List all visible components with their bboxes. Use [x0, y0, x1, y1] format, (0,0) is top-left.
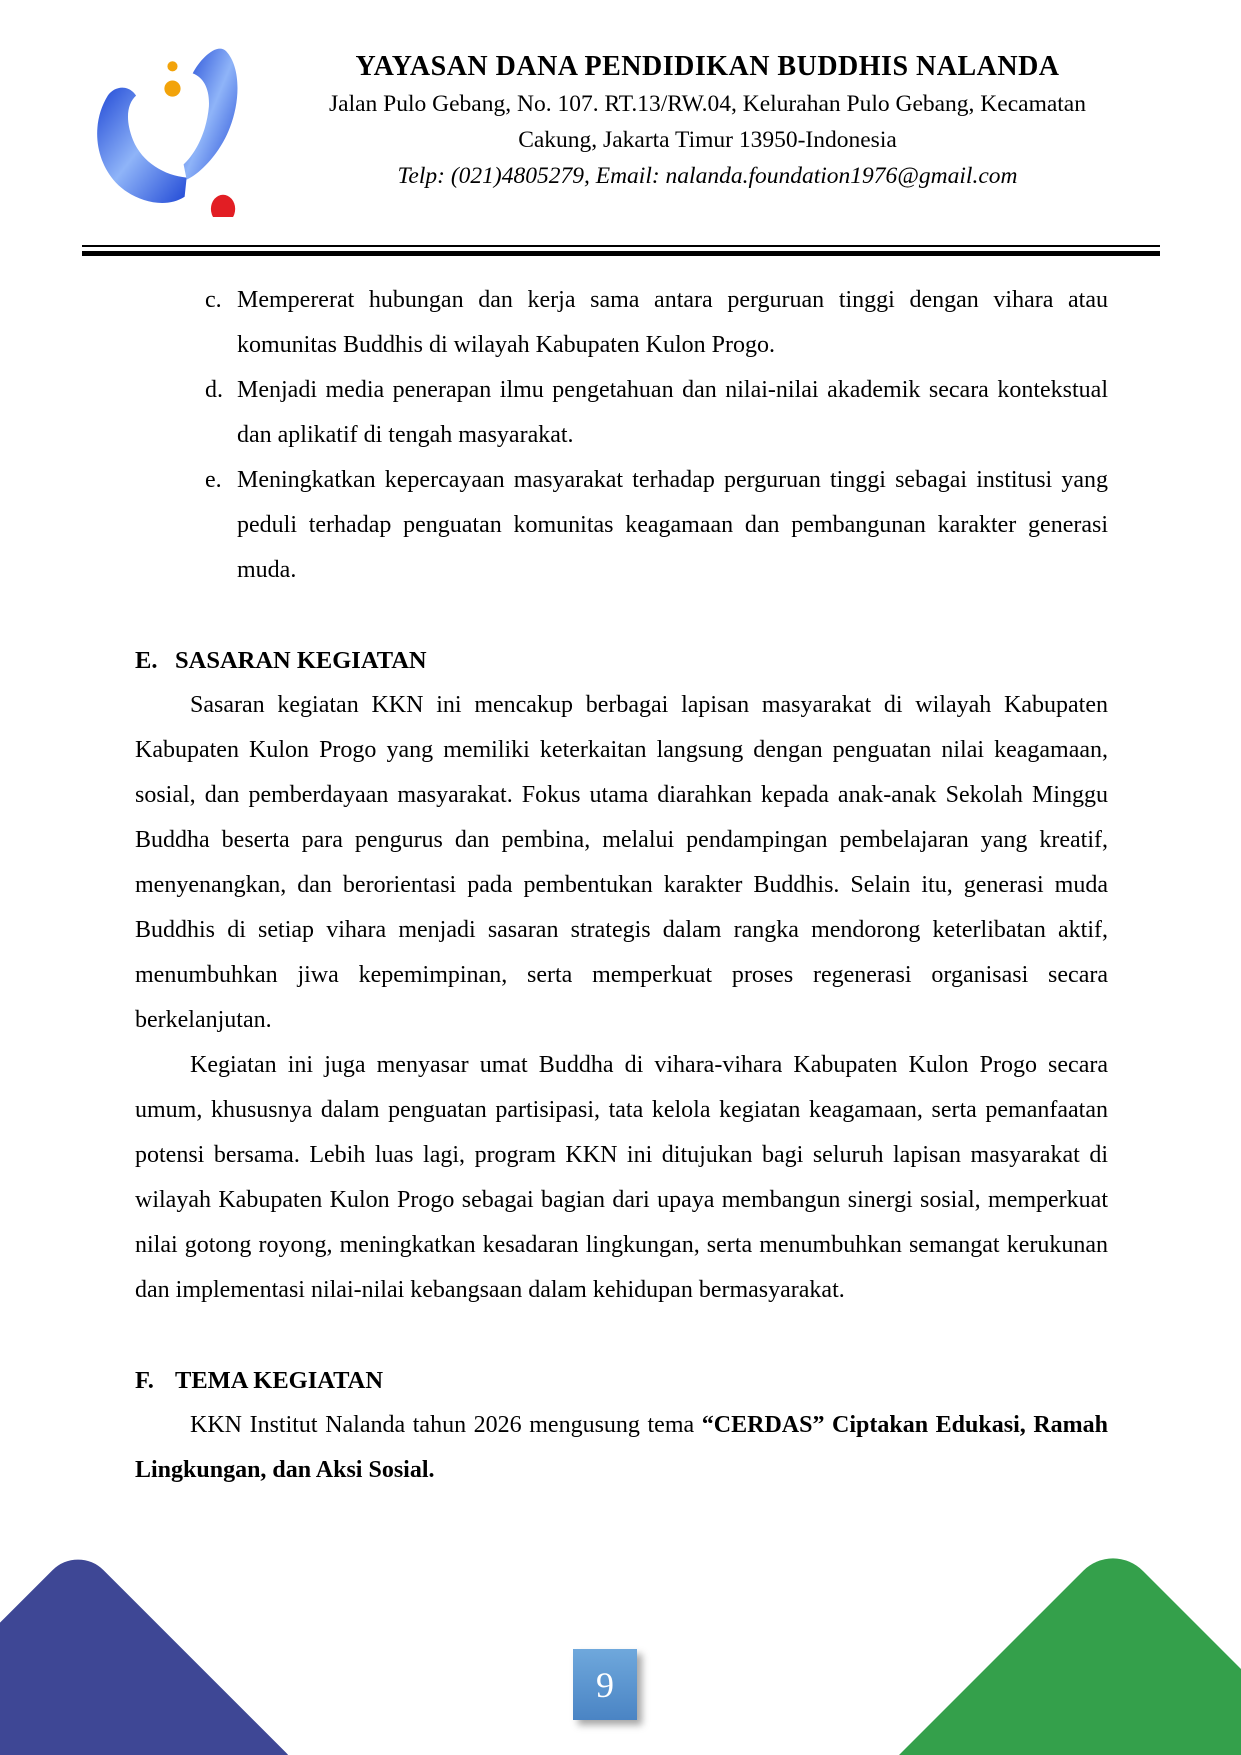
- list-item: [135, 278, 1108, 368]
- list-item-marker: d.: [205, 377, 223, 403]
- objectives-list: [135, 278, 1108, 593]
- section-e-heading: [135, 638, 1108, 683]
- section-f-lead-text: KKN Institut Nalanda tahun 2026 mengusung tema: [190, 1412, 702, 1438]
- nalanda-logo-icon: [85, 35, 263, 217]
- list-item-text: Menjadi media penerapan ilmu pengetahuan dan nilai-nilai akademik secara kontekstual dan aplikatif di tengah masyarakat.: [237, 377, 1108, 448]
- org-contact-line: Telp: (021)4805279, Email: nalanda.foundation1976@gmail.com: [397, 163, 1018, 189]
- footer-green-triangle-shape: [816, 1541, 1241, 1755]
- footer-blue-diamond-shape: [0, 1545, 311, 1755]
- section-f-heading: [135, 1358, 1108, 1403]
- letterhead: [0, 0, 1241, 245]
- section-e-title: SASARAN KEGIATAN: [175, 647, 427, 674]
- page-number-badge: [573, 1649, 637, 1720]
- logo-orange-dot-large: [164, 81, 180, 97]
- org-address-line2: Cakung, Jakarta Timur 13950-Indonesia: [518, 127, 897, 153]
- header-divider-rule: [82, 245, 1160, 256]
- list-item-text: Mempererat hubungan dan kerja sama antara perguruan tinggi dengan vihara atau komunitas Buddhis di wilayah Kabupaten Kulon Progo.: [237, 287, 1108, 358]
- list-item: [135, 458, 1108, 593]
- section-e-paragraph-1: Sasaran kegiatan KKN ini mencakup berbagai lapisan masyarakat di wilayah Kabupaten Kabupaten Kulon Progo yang memiliki keterkaitan langsung dengan penguatan nilai keagamaan, sosial, dan pemberdayaan masyarakat. Fokus utama diarahkan kepada anak-anak Sekolah Minggu Buddha beserta para pengurus dan pembina, melalui pendampingan pembelajaran yang kreatif, menyenangkan, dan berorientasi pada pembentukan karakter Buddhis. Selain itu, generasi muda Buddhis di setiap vihara menjadi sasaran strategis dalam rangka mendorong keterlibatan aktif, menumbuhkan jiwa kepemimpinan, serta memperkuat proses regenerasi organisasi secara berkelanjutan.: [135, 692, 1108, 1033]
- section-f-title: TEMA KEGIATAN: [175, 1367, 384, 1394]
- org-name: YAYASAN DANA PENDIDIKAN BUDDHIS NALANDA: [355, 51, 1060, 82]
- list-item: [135, 368, 1108, 458]
- logo-left-petal: [97, 88, 186, 203]
- section-f-paragraph: [135, 1403, 1108, 1493]
- list-item-marker: c.: [205, 287, 222, 313]
- letterhead-text: [255, 48, 1160, 194]
- logo-orange-dot-small: [167, 61, 177, 71]
- org-address-line1: Jalan Pulo Gebang, No. 107. RT.13/RW.04, Kelurahan Pulo Gebang, Kecamatan: [329, 91, 1086, 117]
- logo-red-dot: [211, 195, 235, 217]
- section-f-letter: F.: [135, 1367, 154, 1394]
- document-body: [135, 278, 1108, 1493]
- list-item-marker: e.: [205, 467, 222, 493]
- section-e-paragraph-2: Kegiatan ini juga menyasar umat Buddha di vihara-vihara Kabupaten Kulon Progo secara umum, khususnya dalam penguatan partisipasi, tata kelola kegiatan keagamaan, serta pemanfaatan potensi bersama. Lebih luas lagi, program KKN ini ditujukan bagi seluruh lapisan masyarakat di wilayah Kabupaten Kulon Progo sebagai bagian dari upaya membangun sinergi sosial, memperkuat nilai gotong royong, meningkatkan kesadaran lingkungan, serta menumbuhkan semangat kerukunan dan implementasi nilai-nilai kebangsaan dalam kehidupan bermasyarakat.: [135, 1052, 1108, 1303]
- section-f-theme-text: “CERDAS” Ciptakan Edukasi, Ramah Lingkungan, dan Aksi Sosial.: [135, 1412, 1109, 1483]
- list-item-text: Meningkatkan kepercayaan masyarakat terhadap perguruan tinggi sebagai institusi yang peduli terhadap penguatan komunitas keagamaan dan pembangunan karakter generasi muda.: [237, 467, 1108, 583]
- logo-right-petal: [184, 49, 238, 180]
- section-e-letter: E.: [135, 647, 158, 674]
- page-number: 9: [596, 1664, 614, 1705]
